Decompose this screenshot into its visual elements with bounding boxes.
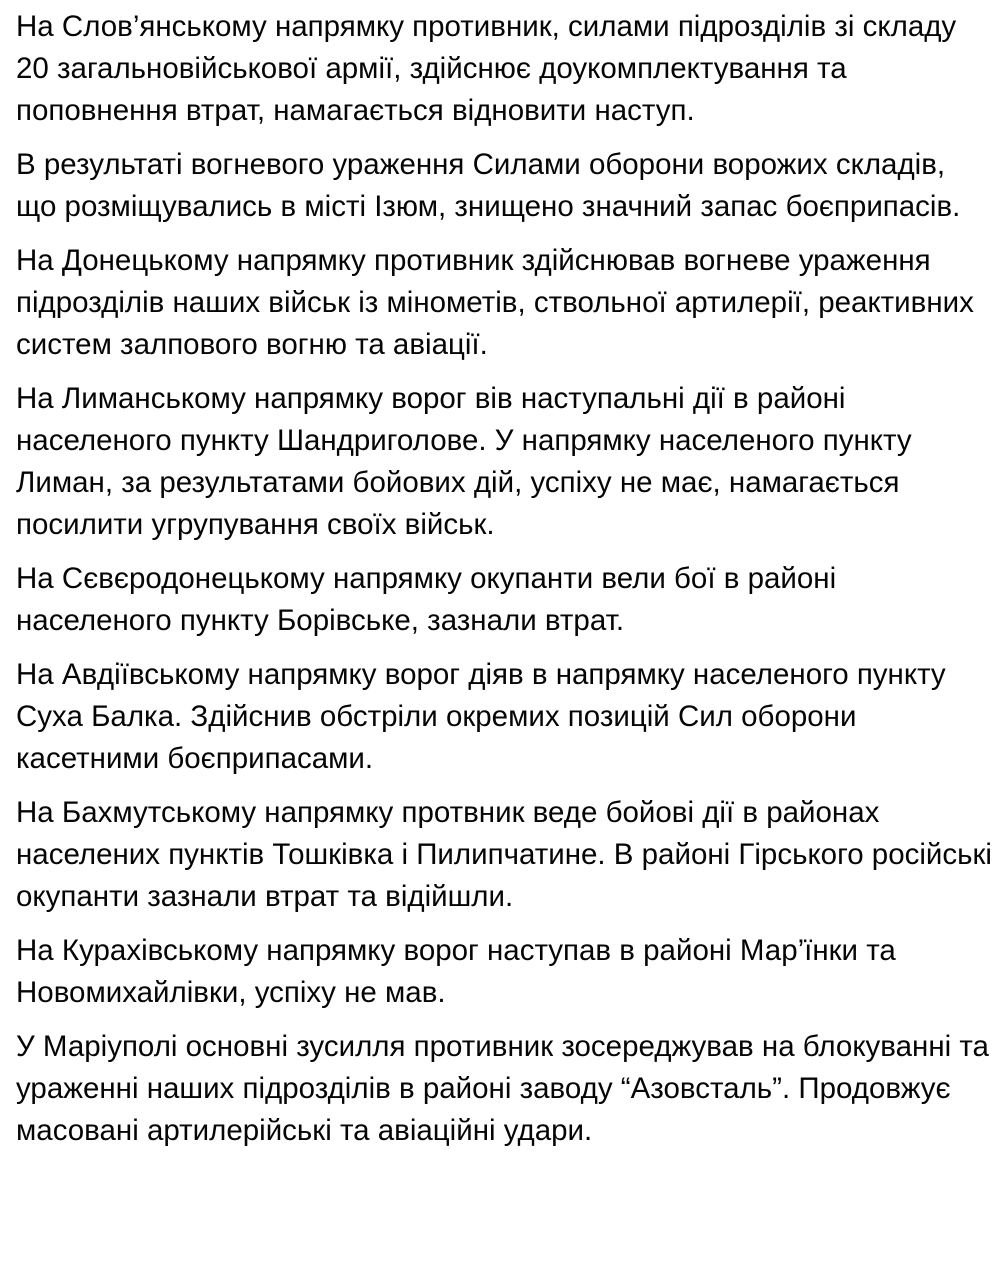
paragraph-sloviansk: На Слов’янському напрямку противник, силами підрозділів зі складу 20 загальновійськової армії, здійснює доукомплектування та поповнення втрат, намагається відновити наступ. (16, 10, 957, 127)
paragraph-bakhmut: На Бахмутському напрямку протвник веде бойові дії в районах населених пунктів Тошківка і Пилипчатине. В районі Гірського російські окупанти зазнали втрат та відійшли. (16, 796, 992, 913)
paragraph-kurakhove: На Курахівському напрямку ворог наступав в районі Мар’їнки та Новомихайлівки, успіху не мав. (16, 934, 896, 1009)
paragraph-lyman: На Лиманському напрямку ворог вів наступальні дії в районі населеного пункту Шандриголове. У напрямку населеного пункту Лиман, за результатами бойових дій, успіху не має, намагається посилити угрупування своїх військ. (16, 382, 912, 541)
paragraph-mariupol: У Маріуполі основні зусилля противник зосереджував на блокуванні та ураженні наших підрозділів в районі заводу “Азовсталь”. Продовжує масовані артилерійські та авіаційні удари. (16, 1030, 989, 1147)
paragraph-donetsk: На Донецькому напрямку противник здійснював вогневе ураження підрозділів наших військ із мінометів, ствольної артилерії, реактивних систем залпового вогню та авіації. (16, 244, 974, 361)
paragraph-sievierodonetsk: На Сєвєродонецькому напрямку окупанти вели бої в районі населеного пункту Борівське, зазнали втрат. (16, 562, 837, 637)
paragraph-izium: В результаті вогневого ураження Силами оборони ворожих складів, що розміщувались в місті Ізюм, знищено значний запас боєприпасів. (16, 148, 961, 223)
paragraph-avdiivka: На Авдіївському напрямку ворог діяв в напрямку населеного пункту Суха Балка. Здійснив обстріли окремих позицій Сил оборони касетними боєприпасами. (16, 658, 946, 775)
